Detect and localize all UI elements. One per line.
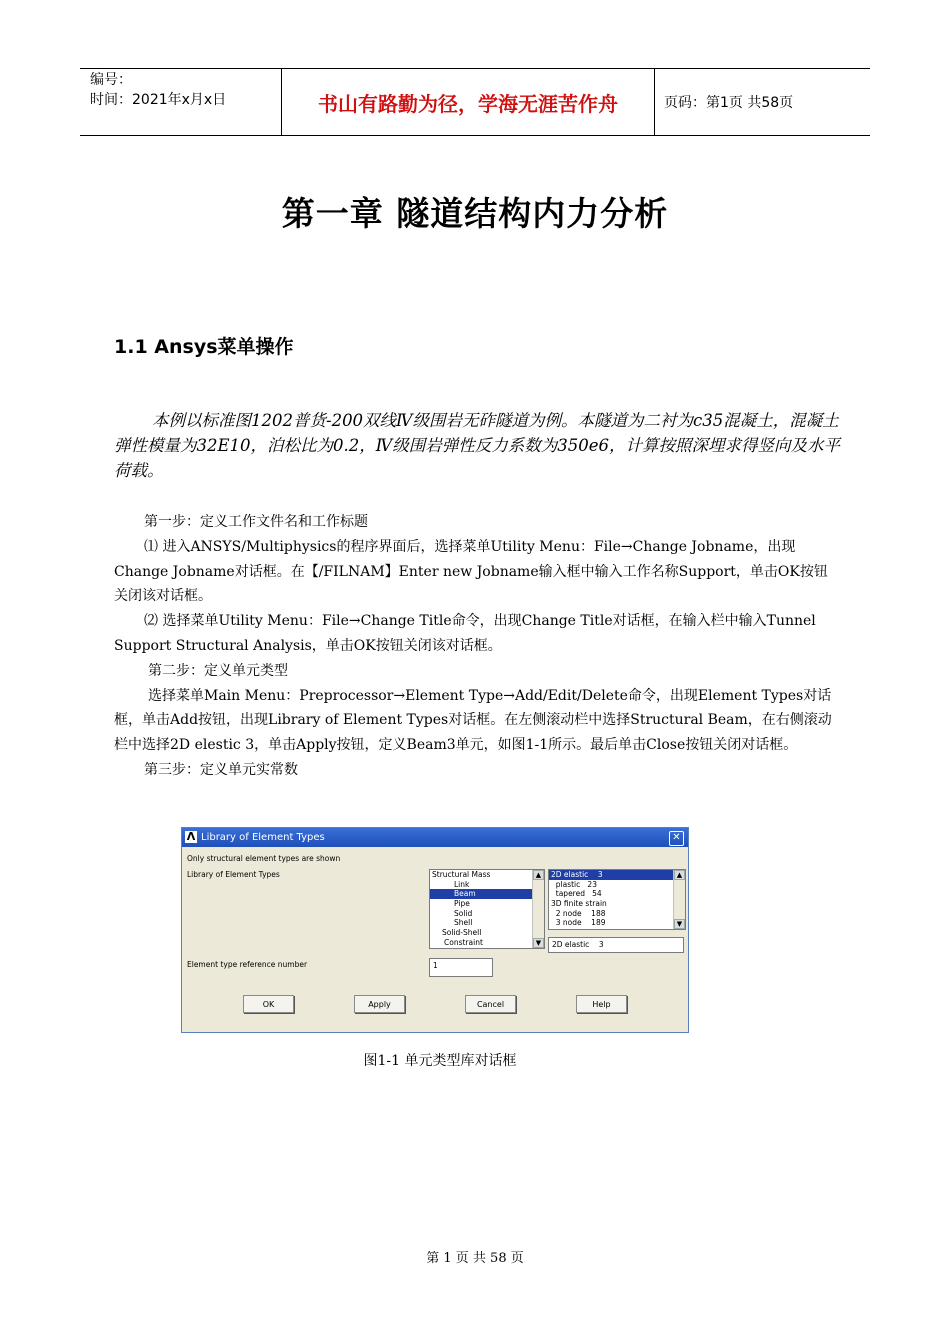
step-2-body: 选择菜单Main Menu：Preprocessor→Element Type→Add/Edit/Delete命令，出现Element Types对话框，单击Add按钮，出现Library of Element Types对话框。在左侧滚动栏中选择Structural Beam，在右侧滚动栏中选择2D elestic 3，单击Apply按钮，定义Beam3单元，如图1-1所示。最后单击Close按钮关闭对话框。 <box>114 687 832 754</box>
list-item[interactable]: plastic 23 <box>551 879 597 889</box>
help-button[interactable]: Help <box>576 995 627 1013</box>
category-scrollbar[interactable] <box>532 870 544 948</box>
step-3-heading: 第三步：定义单元实常数 <box>144 761 298 778</box>
chapter-title: 第一章 隧道结构内力分析 <box>281 194 669 233</box>
step-2-heading: 第二步：定义单元类型 <box>148 662 288 679</box>
element-type-scrollbar[interactable] <box>673 870 685 929</box>
list-item[interactable]: Structural Mass <box>432 870 491 879</box>
section-title: 1.1 Ansys菜单操作 <box>114 336 294 358</box>
category-list[interactable] <box>429 869 545 949</box>
element-type-list[interactable] <box>548 869 686 930</box>
page-footer: 第 1 页 共 58 页 <box>426 1251 524 1266</box>
time-label: 时间：2021年x月x日 <box>90 92 227 108</box>
header-top-rule <box>80 68 870 69</box>
scroll-up-icon[interactable]: ▲ <box>674 870 685 880</box>
list-item[interactable]: 3 node 189 <box>551 918 606 928</box>
ref-number-input[interactable]: 1 <box>429 958 493 977</box>
selected-type-field[interactable]: 2D elastic 3 <box>548 937 684 953</box>
ref-number-label: Element type reference number <box>187 960 308 969</box>
list-item[interactable]: Shell <box>454 918 473 928</box>
list-item[interactable]: Solid-Shell <box>442 928 482 938</box>
step-1-item-2: ⑵ 选择菜单Utility Menu：File→Change Title命令，出现Change Title对话框，在输入栏中输入Tunnel Support Structural Analysis，单击OK按钮关闭该对话框。 <box>114 613 816 654</box>
step-1-heading: 第一步：定义工作文件名和工作标题 <box>144 514 368 530</box>
figure-caption: 图1-1 单元类型库对话框 <box>363 1053 517 1069</box>
list-item[interactable]: Solid <box>454 908 473 918</box>
list-item[interactable]: 3D finite strain <box>551 899 607 909</box>
cancel-button[interactable]: Cancel <box>465 995 516 1013</box>
scroll-up-icon[interactable]: ▲ <box>533 870 544 880</box>
dialog-title: Library of Element Types <box>201 832 325 843</box>
list-item[interactable]: Pipe <box>454 899 470 909</box>
header-motto: 书山有路勤为径，学海无涯苦作舟 <box>318 92 618 116</box>
dialog-titlebar[interactable] <box>182 828 688 847</box>
dialog-note: Only structural element types are shown <box>187 854 341 863</box>
header-bottom-rule <box>80 135 870 136</box>
list-item-selected[interactable]: 2D elastic 3 <box>549 870 685 880</box>
element-library-dialog <box>181 827 689 1033</box>
apply-button[interactable]: Apply <box>354 995 405 1013</box>
list-item[interactable]: tapered 54 <box>551 889 602 899</box>
ok-button[interactable]: OK <box>243 995 294 1013</box>
list-item[interactable]: Constraint <box>444 937 483 947</box>
intro-paragraph: 本例以标准图1202普货-200双线Ⅳ级围岩无砟隧道为例。本隧道为二衬为c35混凝土，混凝土弹性模量为32E10，泊松比为0.2，Ⅳ级围岩弹性反力系数为350e6，计算按照深埋求得竖向及水平荷载。 <box>114 411 841 480</box>
body-text <box>114 510 838 783</box>
close-icon[interactable]: ✕ <box>669 831 684 846</box>
scroll-down-icon[interactable]: ▼ <box>533 938 544 948</box>
header-page-info: 页码：第1页 共58页 <box>664 95 794 111</box>
number-label: 编号： <box>90 72 132 88</box>
ansys-logo-icon: Λ <box>186 830 196 843</box>
header-divider-right <box>654 68 655 136</box>
list-item[interactable]: Link <box>454 879 470 889</box>
header-meta <box>90 70 226 110</box>
list-item[interactable]: 2 node 188 <box>551 908 606 918</box>
step-1-item-1: ⑴ 进入ANSYS/Multiphysics的程序界面后，选择菜单Utility Menu：File→Change Jobname，出现Change Jobname对话框。在【/FILNAM】Enter new Jobname输入框中输入工作名称Support，单击OK按钮关闭该对话框。 <box>114 538 828 605</box>
scroll-down-icon[interactable]: ▼ <box>674 919 685 929</box>
list-item-selected[interactable]: Beam <box>430 889 544 899</box>
library-label: Library of Element Types <box>187 870 280 879</box>
